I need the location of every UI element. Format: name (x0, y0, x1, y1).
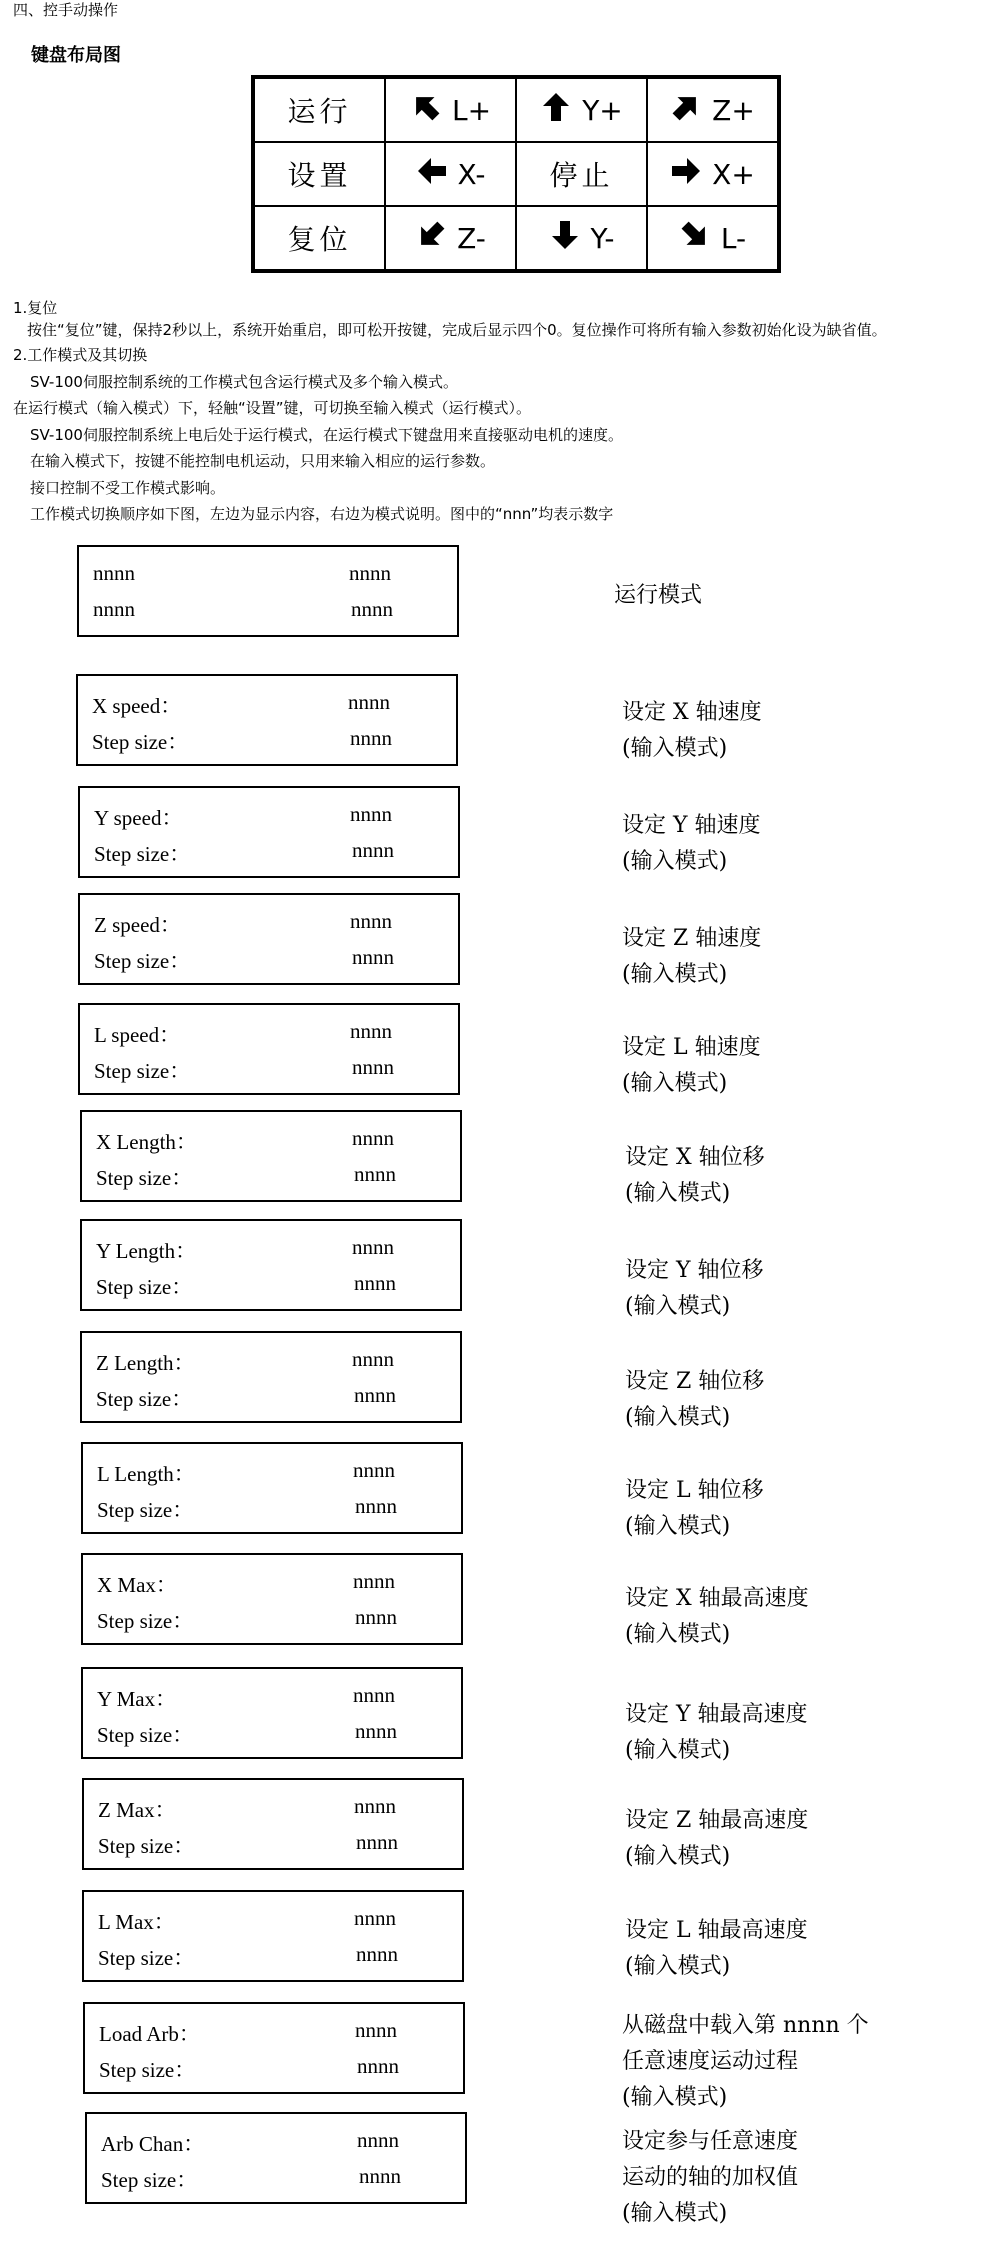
keypad-key-label: Y+ (582, 93, 623, 127)
keypad-key-label: 复位 (287, 223, 352, 256)
display-value: nnnn (356, 1942, 398, 1966)
reset-text: 按住“复位”键，保持2秒以上，系统开始重启，即可松开按键，完成后显示四个0。复位操作可将所有输入参数初始化设为缺省值。 (27, 321, 887, 339)
mode-display-box (80, 1110, 462, 1202)
display-label: L Length： (97, 1462, 195, 1486)
display-label: nnnn (93, 561, 135, 585)
display-label: Step size： (96, 1166, 193, 1190)
display-label: Y Length： (96, 1239, 197, 1263)
mode-description (614, 578, 702, 614)
display-value: nnnn (348, 690, 390, 714)
keypad-key (254, 78, 385, 142)
mode-display-box (81, 1553, 463, 1645)
mode-description-line: 设定 X 轴最高速度 (625, 1586, 809, 1611)
display-value: nnnn (353, 1683, 395, 1707)
arrow-down-left-icon (415, 219, 457, 258)
mode-description-line: (输入模式) (625, 1405, 731, 1430)
mode-description-line: (输入模式) (625, 1844, 731, 1869)
display-value: nnnn (352, 838, 394, 862)
display-label: X speed： (92, 694, 182, 718)
mode-description-line: 从磁盘中载入第 nnnn 个 (622, 2013, 869, 2038)
mode-title: 2.工作模式及其切换 (13, 346, 148, 364)
mode-display-box (82, 1778, 464, 1870)
keypad-key-label: 设置 (287, 159, 352, 192)
arrow-left-icon (416, 155, 458, 194)
keypad-key (385, 78, 516, 142)
mode-description-line: 设定 X 轴位移 (625, 1145, 765, 1170)
display-value: nnnn (354, 1383, 396, 1407)
mode-display-box (77, 545, 459, 637)
keypad-key (516, 142, 647, 206)
mode-description-line: (输入模式) (622, 849, 728, 874)
mode-description-line: (输入模式) (625, 1622, 731, 1647)
display-label: Step size： (98, 1834, 195, 1858)
display-value: nnnn (353, 1458, 395, 1482)
mode-description-line: (输入模式) (625, 1294, 731, 1319)
mode-description-line: 设定 L 轴速度 (622, 1035, 761, 1060)
arrow-up-right-icon (670, 91, 712, 130)
mode-description-line: 运行模式 (614, 583, 703, 608)
display-value: nnnn (354, 1906, 396, 1930)
display-value: nnnn (355, 2018, 397, 2042)
mode-description-line: (输入模式) (622, 1071, 728, 1096)
reset-title: 1.复位 (13, 299, 58, 317)
mode-description (625, 1473, 764, 1545)
display-value: nnnn (355, 1605, 397, 1629)
display-label: nnnn (93, 597, 135, 621)
display-label: Step size： (96, 1275, 193, 1299)
display-label: Z speed： (94, 913, 181, 937)
mode-description (622, 2124, 798, 2232)
mode-description-line: 设定 L 轴最高速度 (625, 1918, 808, 1943)
mode-description-line: 设定 Z 轴最高速度 (625, 1808, 809, 1833)
display-value: nnnn (359, 2164, 401, 2188)
display-value: nnnn (350, 1019, 392, 1043)
display-value: nnnn (352, 1347, 394, 1371)
mode-description (622, 808, 761, 880)
mode-display-box (78, 893, 460, 985)
display-label: Z Max： (98, 1798, 176, 1822)
mode-description (625, 1140, 765, 1212)
display-label: X Length： (96, 1130, 197, 1154)
mode-display-box (76, 674, 458, 766)
display-value: nnnn (350, 909, 392, 933)
mode-display-box (80, 1219, 462, 1311)
mode-description-line: 设定参与任意速度 (622, 2129, 799, 2154)
display-value: nnnn (353, 1569, 395, 1593)
keypad-diagram (251, 75, 781, 273)
keypad-key (254, 142, 385, 206)
section-heading: 四、控手动操作 (13, 1, 119, 19)
display-label: Arb Chan： (101, 2132, 205, 2156)
display-value: nnnn (354, 1794, 396, 1818)
mode-text-1: SV-100伺服控制系统的工作模式包含运行模式及多个输入模式。 (30, 373, 458, 391)
keypad-key-label: Y- (590, 221, 615, 255)
display-value: nnnn (352, 1126, 394, 1150)
keypad-key-label: X- (457, 157, 486, 191)
display-value: nnnn (357, 2054, 399, 2078)
display-value: nnnn (350, 726, 392, 750)
arrow-up-icon (540, 91, 582, 130)
keypad-key (516, 78, 647, 142)
keypad-key-label: 停止 (549, 159, 614, 192)
display-label: L speed： (94, 1023, 181, 1047)
mode-description-line: 设定 L 轴位移 (625, 1478, 764, 1503)
display-label: Step size： (97, 1723, 194, 1747)
keypad-key (254, 206, 385, 270)
display-label: L Max： (98, 1910, 175, 1934)
keypad-key-label: Z- (457, 221, 486, 255)
mode-text-5: 接口控制不受工作模式影响。 (30, 479, 226, 497)
display-label: Y Max： (97, 1687, 177, 1711)
display-value: nnnn (349, 561, 391, 585)
mode-description-line: (输入模式) (622, 2201, 728, 2226)
mode-description (625, 1697, 808, 1769)
display-label: X Max： (97, 1573, 177, 1597)
display-label: Step size： (99, 2058, 196, 2082)
arrow-down-icon (549, 219, 591, 258)
mode-description (625, 1913, 808, 1985)
mode-description (625, 1803, 808, 1875)
mode-description (622, 2008, 869, 2116)
arrow-up-left-icon (410, 91, 452, 130)
keypad-key (647, 206, 778, 270)
mode-description (622, 921, 761, 993)
display-value: nnnn (355, 1719, 397, 1743)
mode-description-line: (输入模式) (625, 1738, 731, 1763)
display-label: Y speed： (94, 806, 183, 830)
keypad-key (647, 142, 778, 206)
mode-text-6: 工作模式切换顺序如下图，左边为显示内容，右边为模式说明。图中的“nnn”均表示数字 (30, 505, 614, 523)
display-label: Step size： (101, 2168, 198, 2192)
display-label: Z Length： (96, 1351, 195, 1375)
mode-display-box (81, 1667, 463, 1759)
mode-description (625, 1364, 764, 1436)
display-value: nnnn (357, 2128, 399, 2152)
arrow-down-right-icon (679, 219, 721, 258)
mode-description-line: (输入模式) (622, 2085, 728, 2110)
mode-description-line: (输入模式) (625, 1954, 731, 1979)
display-label: Step size： (97, 1609, 194, 1633)
mode-text-2: 在运行模式（输入模式）下，轻触“设置”键，可切换至输入模式（运行模式）。 (13, 399, 532, 417)
mode-description-line: 设定 Y 轴最高速度 (625, 1702, 808, 1727)
display-value: nnnn (350, 802, 392, 826)
arrow-right-icon (670, 155, 712, 194)
keypad-key (385, 206, 516, 270)
keypad-key-label: 运行 (287, 95, 352, 128)
keypad-key-label: L- (720, 221, 747, 255)
display-label: Step size： (94, 1059, 191, 1083)
mode-description-line: (输入模式) (625, 1181, 731, 1206)
mode-description-line: 设定 Y 轴速度 (622, 813, 761, 838)
display-value: nnnn (352, 945, 394, 969)
mode-display-box (85, 2112, 467, 2204)
mode-description-line: (输入模式) (622, 962, 728, 987)
display-label: Step size： (94, 842, 191, 866)
mode-description-line: 运动的轴的加权值 (622, 2165, 799, 2190)
mode-description-line: (输入模式) (625, 1514, 731, 1539)
mode-display-box (78, 1003, 460, 1095)
display-label: Step size： (98, 1946, 195, 1970)
display-value: nnnn (356, 1830, 398, 1854)
mode-description-line: 设定 Y 轴位移 (625, 1258, 764, 1283)
mode-display-box (82, 1890, 464, 1982)
display-value: nnnn (352, 1235, 394, 1259)
mode-description (625, 1253, 764, 1325)
display-value: nnnn (351, 597, 393, 621)
mode-display-box (80, 1331, 462, 1423)
mode-display-box (83, 2002, 465, 2094)
keypad-key-label: Z+ (712, 93, 755, 127)
display-label: Step size： (97, 1498, 194, 1522)
mode-description-line: 设定 Z 轴位移 (625, 1369, 765, 1394)
mode-text-4: 在输入模式下，按键不能控制电机运动，只用来输入相应的运行参数。 (30, 452, 496, 470)
mode-display-box (81, 1442, 463, 1534)
keypad-title: 键盘布局图 (31, 45, 121, 66)
display-label: Step size： (96, 1387, 193, 1411)
mode-description-line: 设定 X 轴速度 (622, 700, 762, 725)
mode-description (625, 1581, 809, 1653)
display-value: nnnn (352, 1055, 394, 1079)
mode-display-box (78, 786, 460, 878)
mode-description-line: 设定 Z 轴速度 (622, 926, 762, 951)
display-label: Step size： (92, 730, 189, 754)
display-label: Load Arb： (99, 2022, 200, 2046)
keypad-key (516, 206, 647, 270)
display-value: nnnn (354, 1271, 396, 1295)
mode-description (622, 695, 762, 767)
keypad-key (647, 78, 778, 142)
display-label: Step size： (94, 949, 191, 973)
keypad-key (385, 142, 516, 206)
mode-description-line: 任意速度运动过程 (622, 2049, 799, 2074)
mode-text-3: SV-100伺服控制系统上电后处于运行模式，在运行模式下键盘用来直接驱动电机的速度。 (30, 426, 623, 444)
mode-description (622, 1030, 761, 1102)
mode-description-line: (输入模式) (622, 736, 728, 761)
display-value: nnnn (355, 1494, 397, 1518)
keypad-key-label: X+ (712, 157, 755, 191)
keypad-key-label: L+ (451, 93, 492, 127)
display-value: nnnn (354, 1162, 396, 1186)
